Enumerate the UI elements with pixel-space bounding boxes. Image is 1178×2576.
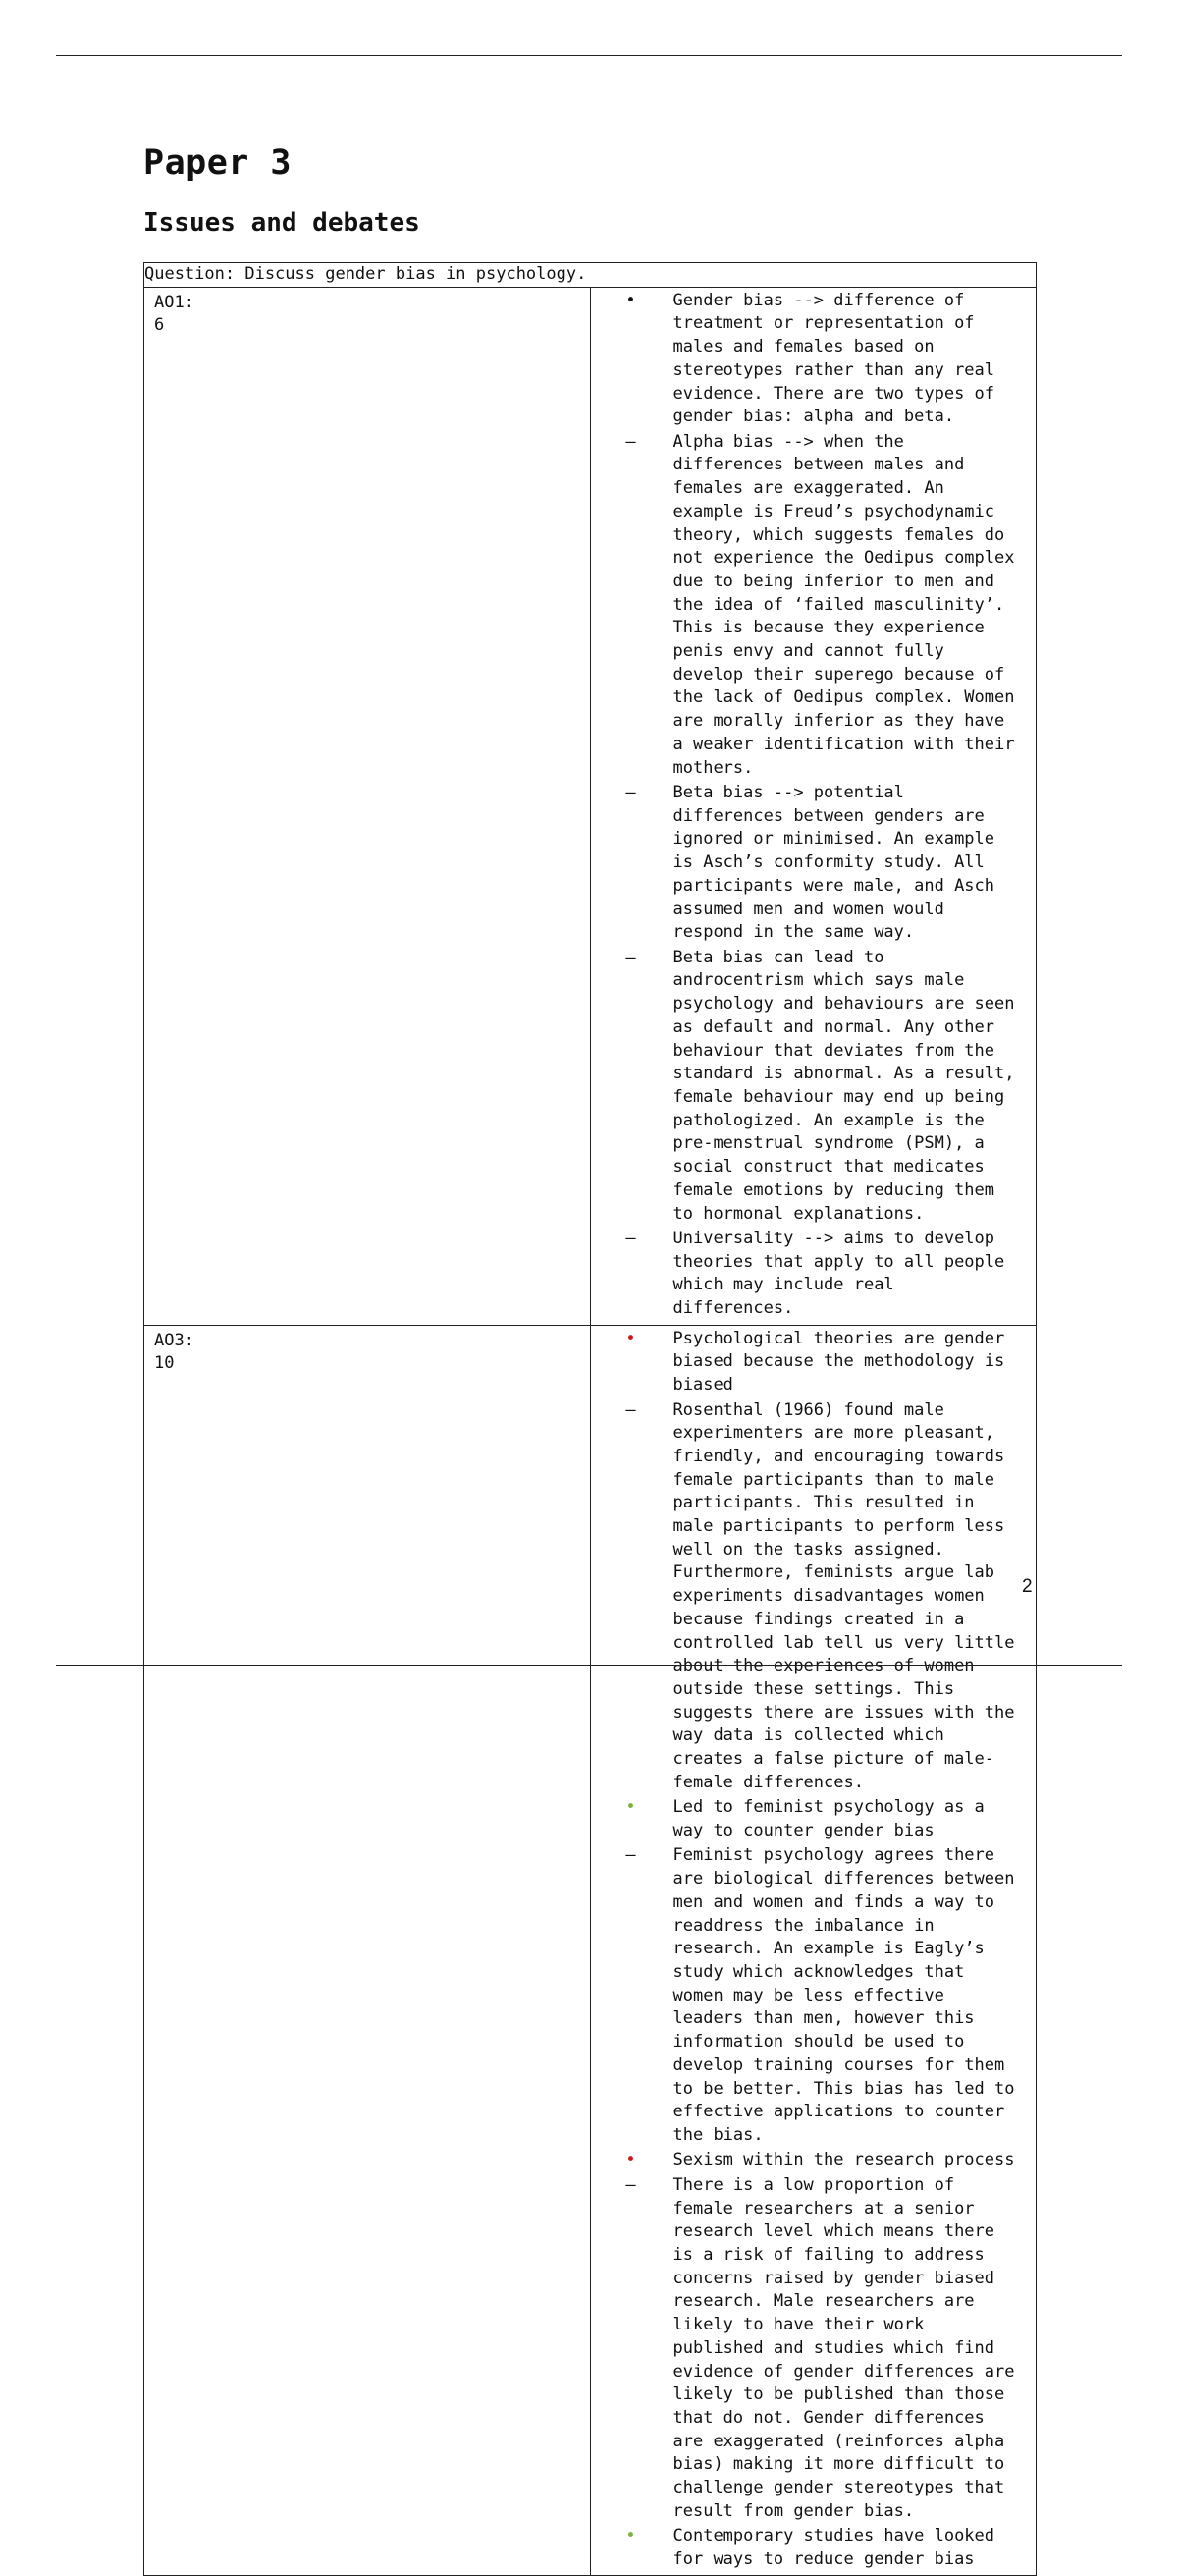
list-item — [591, 1228, 1025, 1321]
point-list — [591, 1328, 1025, 2572]
bullet-icon: • — [625, 2526, 636, 2547]
bullet-icon: • — [625, 2150, 636, 2170]
list-item — [591, 1399, 1025, 1795]
point-text: Gender bias --> difference of treatment or representation of males and females based on stereotypes rather than any real evidence. There are two types of gender bias: alpha and beta. — [672, 290, 995, 427]
list-item — [591, 2149, 1025, 2172]
point-text: Universality --> aims to develop theories that apply to all people which may include real differences. — [672, 1229, 1005, 1319]
page-number: 2 — [1022, 1576, 1033, 1597]
point-text: Alpha bias --> when the differences between males and females are exaggerated. An example is Freud’s psychodynamic theory, which suggests females do not experience the Oedipus complex due to being inferior to men and the idea of ‘failed masculinity’. This is because they experience penis envy and cannot fully develop their superego because of the lack of Oedipus complex. Women are morally inferior as they have a weaker identification with their mothers. — [672, 431, 1015, 778]
point-text: Led to feminist psychology as a way to counter gender bias — [672, 1797, 985, 1840]
assessment-objective-label: AO1: 6 — [144, 287, 591, 1325]
assessment-objective-label: AO3: 10 — [144, 1325, 591, 2576]
list-item — [591, 947, 1025, 1226]
list-item — [591, 782, 1025, 945]
list-item — [591, 2525, 1025, 2571]
point-text: Beta bias can lead to androcentrism which says male psychology and behaviours are seen as default and normal. Any other behaviour that deviates from the standard is abnormal. As a result, female behaviour may end up being pathologized. An example is the pre-menstrual syndrome (PSM), a social construct that medicates female emotions by reducing them to hormonal explanations. — [672, 947, 1015, 1224]
footer-rule — [56, 1665, 1122, 1666]
question-text: Question: Discuss gender bias in psychology. — [144, 263, 1037, 288]
dash-icon: – — [625, 783, 636, 803]
point-text: Feminist psychology agrees there are biological differences between men and women and finds a way to readdress the imbalance in research. An example is Eagly’s study which acknowledges that women may be less effective leaders than men, however this information should be used to develop training courses for them to be better. This bias has led to effective applications to counter the bias. — [672, 1845, 1015, 2145]
point-text: Beta bias --> potential differences between genders are ignored or minimised. An example is Asch’s conformity study. All participants were male, and Asch assumed men and women would respond in the same way. — [672, 783, 995, 943]
dash-icon: – — [625, 1845, 636, 1866]
dash-icon: – — [625, 947, 636, 967]
point-text: Rosenthal (1966) found male experimenters are more pleasant, friendly, and encouraging towards female participants than to male participants. This resulted in male participants to perform less well on the tasks assigned. Furthermore, feminists argue lab experiments disadvantages women because findings created in a controlled lab tell us very little about the experiences of women outside these settings. This suggests there are issues with the way data is collected which creates a false picture of male-female differences. — [672, 1399, 1015, 1792]
list-item — [591, 2174, 1025, 2524]
section-heading: Issues and debates — [143, 208, 420, 238]
list-item — [591, 431, 1025, 781]
page-title: Paper 3 — [143, 143, 293, 183]
list-item — [591, 1796, 1025, 1842]
list-item — [591, 1844, 1025, 2147]
section-row — [144, 287, 1037, 1325]
point-text: Contemporary studies have looked for ways to reduce gender bias — [672, 2526, 995, 2569]
point-text: Sexism within the research process — [672, 2150, 1015, 2170]
bullet-icon: • — [625, 1328, 636, 1348]
dash-icon: – — [625, 2174, 636, 2195]
dash-icon: – — [625, 1229, 636, 1249]
section-content — [590, 287, 1037, 1325]
list-item — [591, 1328, 1025, 1398]
bullet-icon: • — [625, 290, 636, 310]
bullet-icon: • — [625, 1797, 636, 1818]
dash-icon: – — [625, 1399, 636, 1420]
section-content — [590, 1325, 1037, 2576]
essay-plan-table — [143, 262, 1037, 2576]
point-list — [591, 290, 1025, 1321]
point-text: Psychological theories are gender biased because the methodology is biased — [672, 1328, 1005, 1396]
dash-icon: – — [625, 431, 636, 452]
header-rule — [56, 55, 1122, 56]
question-row — [144, 263, 1037, 288]
section-row — [144, 1325, 1037, 2576]
point-text: There is a low proportion of female researchers at a senior research level which means there is a risk of failing to address concerns raised by gender biased research. Male researchers are likely to have their work published and studies which find evidence of gender differences are likely to be published than those that do not. Gender differences are exaggerated (reinforces alpha bias) making it more difficult to challenge gender stereotypes that result from gender bias. — [672, 2174, 1015, 2521]
list-item — [591, 290, 1025, 429]
